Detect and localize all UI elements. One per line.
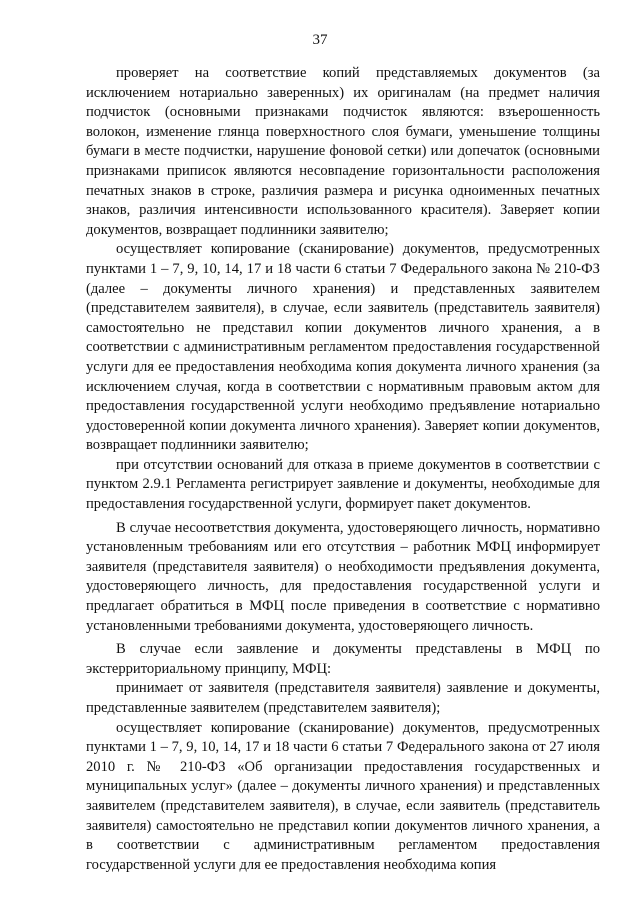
paragraph-copy-documents-extraterritorial: осуществляет копирование (сканирование) документов, предусмотренных пунктами 1 – 7, 9, 10, 14, 17 и 18 части 6 статьи 7 Федерального закона от 27 июля 2010 г. № 210-ФЗ «Об организации предоставления государственных и муниципальных услуг» (далее – документы личного хранения) и представленных заявителем (представителем заявителя), в случае, если заявитель (представитель заявителя) самостоятельно не представил копии документов личного хранения, а в соответствии с административным регламентом предоставления государственной услуги для ее предоставления необходима копия: [86, 719, 600, 873]
paragraph-copy-documents: осуществляет копирование (сканирование) документов, предусмотренных пунктами 1 – 7, 9, 10, 14, 17 и 18 части 6 статьи 7 Федерального закона № 210-ФЗ (далее – документы личного хранения) и представленных заявителем (представителем заявителя), в случае, если заявитель (представитель заявителя) самостоятельно не представил копии документов личного хранения, а в соответствии с административным регламентом предоставления государственной услуги для ее предоставления необходима копия документа личного хранения (за исключением случая, когда в соответствии с нормативным правовым актом для предоставления государственной услуги необходимо предъявление нотариально удостоверенной копии документа личного хранения). Заверяет копии документов, возвращает подлинники заявителю;: [86, 241, 600, 454]
paragraph-register-application: при отсутствии оснований для отказа в приеме документов в соответствии с пунктом 2.9.1 Регламента регистрирует заявление и документы, необходимые для предоставления государственной услуги, формирует пакет документов.: [86, 456, 600, 513]
page-number: 37: [312, 32, 328, 48]
paragraph-check-copies: проверяет на соответствие копий представляемых документов (за исключением нотариально заверенных) их оригиналам (на предмет наличия подчисток (основными признаками подчисток являются: взъерошенность волокон, изменение глянца поверхностного слоя бумаги, уменьшение толщины бумаги в месте подчистки, нарушение фоновой сетки) или допечаток (основными признаками приписок являются несовпадение горизонтальности расположения печатных знаков в строке, различия размера и рисунка одноименных печатных знаков, различия интенсивности использованного красителя). Заверяет копии документов, возвращает подлинники заявителю;: [86, 65, 600, 238]
paragraph-accept-application: принимает от заявителя (представителя заявителя) заявление и документы, представленные заявителем (представителем заявителя);: [86, 680, 600, 716]
paragraph-extraterritorial: В случае если заявление и документы представлены в МФЦ по экстерриториальному принципу, МФЦ:: [86, 641, 600, 677]
document-body: [86, 64, 600, 875]
paragraph-identity-mismatch: В случае несоответствия документа, удостоверяющего личность, нормативно установленным требованиям или его отсутствия – работник МФЦ информирует заявителя (представителя заявителя) о необходимости предъявления документа, удостоверяющего личность, для предоставления государственной услуги и предлагает обратиться в МФЦ после приведения в соответствие с нормативно установленными требованиями документа, удостоверяющего личность.: [86, 519, 600, 634]
